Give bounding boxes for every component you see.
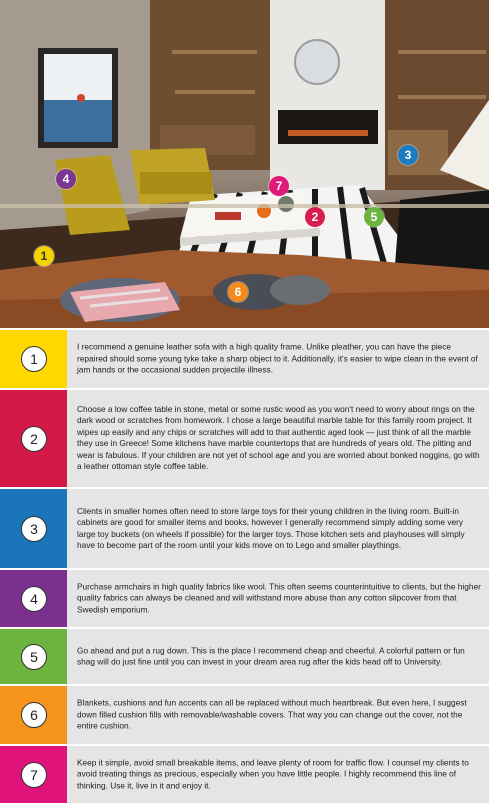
tip-text: Keep it simple, avoid small breakable items, and leave plenty of room for traffic flow. I counsel my clients to avoid treating things as precious, especially when you have little people. I highly recommend this line of thinking. Use it, live in it and enjoy it. <box>77 757 469 791</box>
living-room-photo <box>0 0 489 328</box>
tip-text: Go ahead and put a rug down. This is the place I recommend cheap and cheerful. A colorful pattern or fun shag will do just fine until you can invest in your dream area rug after the kids head off to University. <box>77 644 465 667</box>
photo-marker-1: 1 <box>34 246 54 266</box>
tip-text: Choose a low coffee table in stone, metal or some rustic wood as you won't need to worry about rings on the dark wood or scratches from homework. I chose a large beautiful marble table for this family room project. It wipes up easily and any chips or scratches will add to that authentic aged look — just think of all the marble they use in Greece! Some kitchens have marble countertops that are hundreds of years old. The pitting and wear is fabulous. If your children are not yet of school age and you are worried about bonked noggins, go with a leather ottoman style coffee table. <box>77 403 480 472</box>
tip-number-cell <box>0 330 67 388</box>
tip-number: 2 <box>21 426 47 452</box>
tip-row-5 <box>0 629 489 684</box>
tip-number-cell <box>0 629 67 684</box>
photo-marker-6: 6 <box>228 282 248 302</box>
photo-marker-7: 7 <box>269 176 289 196</box>
tip-row-1 <box>0 330 489 388</box>
tip-number-cell <box>0 746 67 803</box>
tip-number: 5 <box>21 644 47 670</box>
tip-text: Purchase armchairs in high quality fabrics like wool. This often seems counterintuitive to clients, but the higher quality fabrics can always be cleaned and will withstand more abuse than any cotton slipcover from that Swedish emporium. <box>77 581 481 615</box>
photo-marker-3: 3 <box>398 145 418 165</box>
tip-number: 1 <box>21 346 47 372</box>
tip-number-cell <box>0 570 67 627</box>
tip-row-4 <box>0 570 489 627</box>
tip-number: 4 <box>21 586 47 612</box>
photo-marker-5: 5 <box>364 207 384 227</box>
tip-number-cell <box>0 686 67 744</box>
photo-marker-4: 4 <box>56 169 76 189</box>
tip-number-cell <box>0 489 67 568</box>
tip-text: Blankets, cushions and fun accents can all be replaced without much heartbreak. But even here, I suggest down filled cushion fills with removable/washable covers. That way you can change out the cover, not the entire cushion. <box>77 697 467 731</box>
tip-number-cell <box>0 390 67 487</box>
tip-row-2 <box>0 390 489 487</box>
tip-text: Clients in smaller homes often need to store large toys for their young children in the living room. Built-in cabinets are good for smaller items and books, however I generally recommend simply adding some very large toy buckets (on wheels if possible) for the larger toys. Those kitchen sets and playhouses will simply have to become part of the room until your kids move on to Lego and smaller playthings. <box>77 505 465 551</box>
tips-list <box>0 330 489 803</box>
tip-row-7 <box>0 746 489 803</box>
tip-row-6 <box>0 686 489 744</box>
tip-number: 7 <box>21 762 47 788</box>
tip-text: I recommend a genuine leather sofa with a high quality frame. Unlike pleather, you can have the piece repaired should some young tyke take a sharp object to it. Additionally, it's easier to wipe clean in the event of jam hands or the occasional sudden projectile illness. <box>77 341 478 375</box>
tip-number: 3 <box>21 516 47 542</box>
tip-number: 6 <box>21 702 47 728</box>
photo-marker-2: 2 <box>305 207 325 227</box>
tip-row-3 <box>0 489 489 568</box>
